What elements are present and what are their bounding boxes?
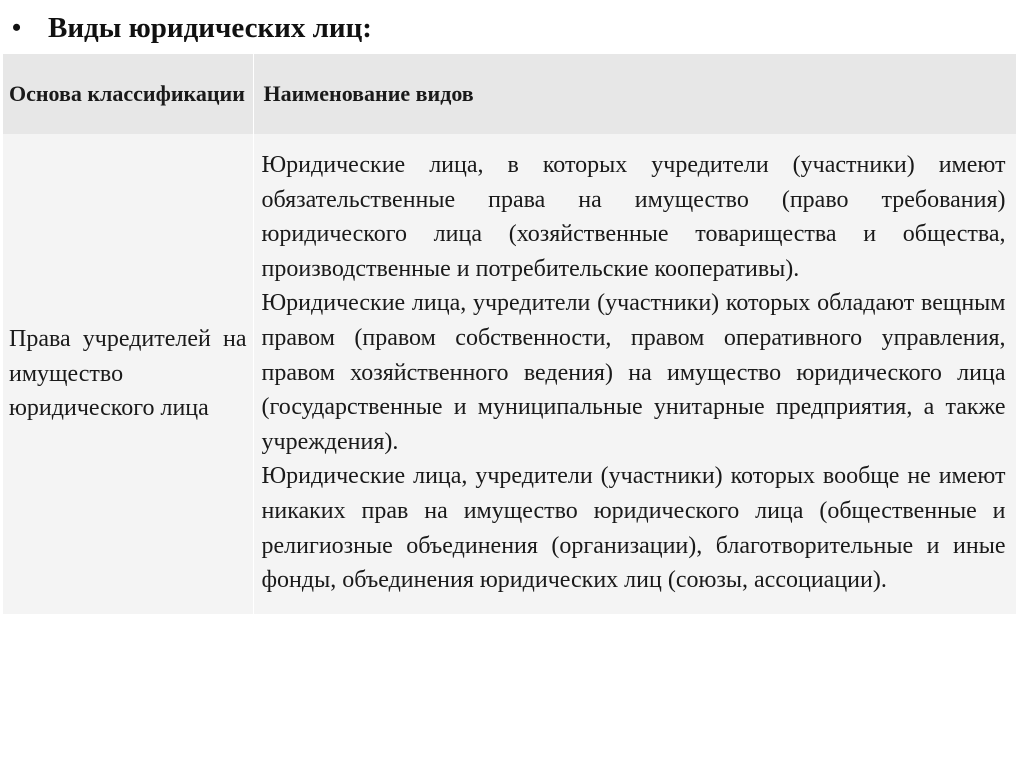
header-basis: Основа классификации bbox=[3, 54, 253, 134]
header-kinds: Наименование видов bbox=[253, 54, 1016, 134]
basis-cell: Права учредителей на имущество юридического лица bbox=[3, 134, 253, 614]
bullet-icon: • bbox=[12, 13, 22, 42]
table-header-row bbox=[3, 54, 1016, 134]
kind-paragraph: Юридические лица, в которых учредители (участники) имеют обязательственные права на имущество (право требования) юридического лица (хозяйственные товарищества и общества, производственные и потребительские кооперативы). bbox=[261, 152, 1006, 282]
slide-title-text: Виды юридических лиц: bbox=[48, 11, 372, 44]
kind-paragraph: Юридические лица, учредители (участники) которых обладают вещным правом (правом собственности, правом оперативного управления, правом хозяйственного ведения) на имущество юридического лица (государственные и муниципальные унитарные предприятия, а также учреждения). bbox=[261, 290, 1006, 455]
kinds-cell bbox=[253, 134, 1016, 614]
kind-paragraph: Юридические лица, учредители (участники) которых вообще не имеют никаких прав на имущество юридического лица (общественные и религиозные объединения (организации), благотворительные и иные фонды, объединения юридических лиц (союзы, ассоциации). bbox=[261, 463, 1006, 594]
legal-entity-types-table bbox=[3, 54, 1017, 614]
slide-title bbox=[12, 6, 372, 50]
table-row bbox=[3, 134, 1016, 614]
